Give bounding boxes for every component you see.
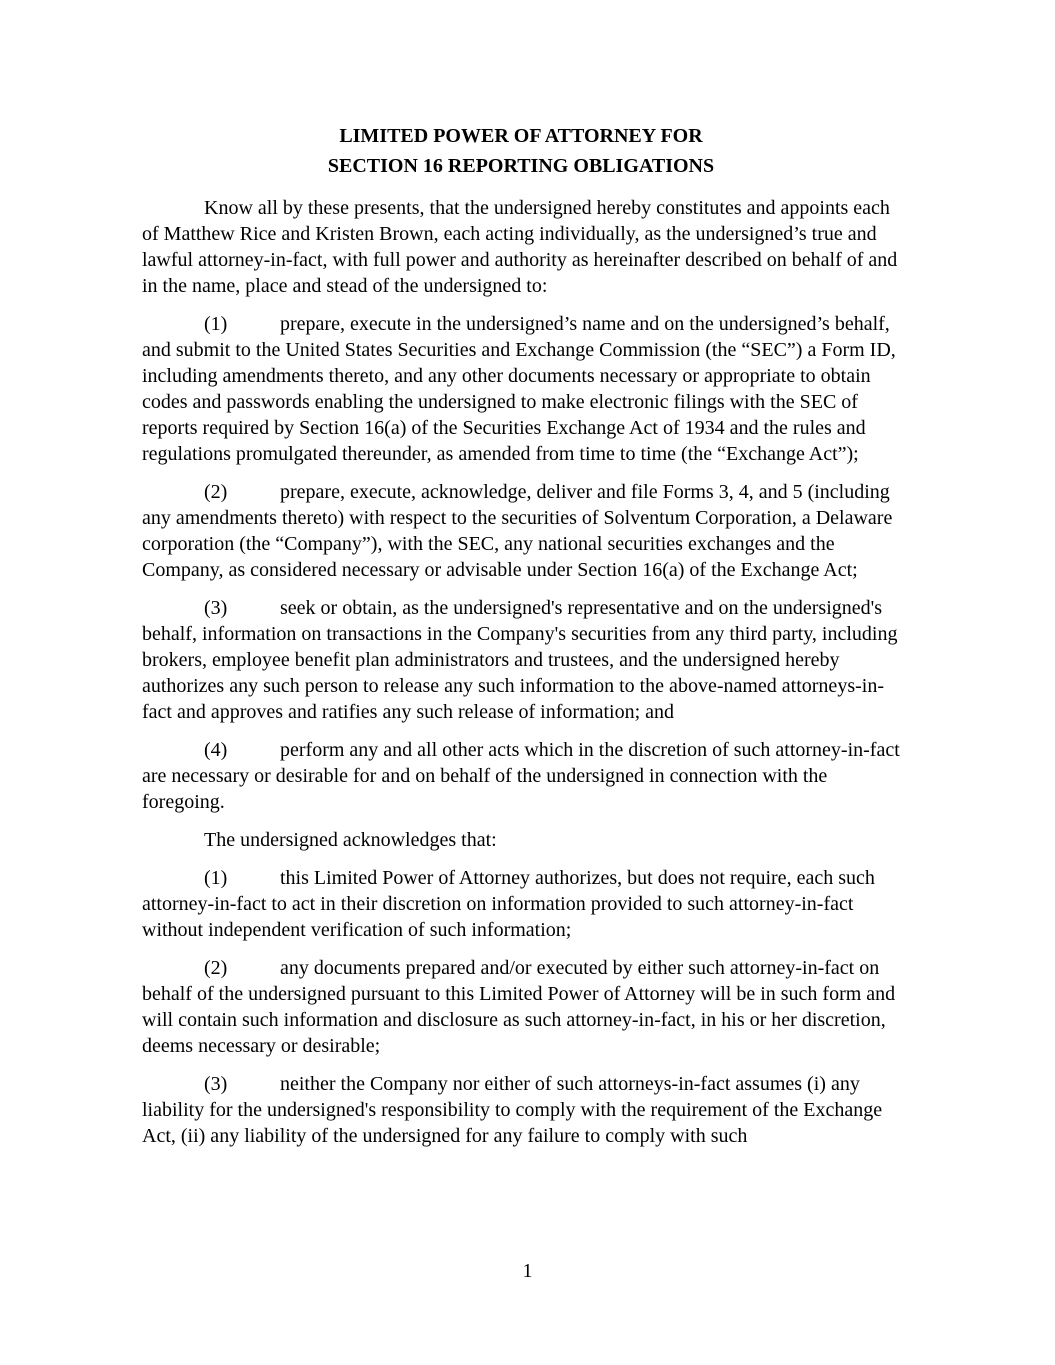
power-item-2 bbox=[142, 479, 900, 583]
page-number: 1 bbox=[522, 1260, 533, 1282]
power-item-3-number: (3) bbox=[204, 597, 228, 619]
document-body bbox=[142, 121, 900, 1149]
title-line-1: LIMITED POWER OF ATTORNEY FOR bbox=[339, 125, 703, 147]
document-title bbox=[142, 121, 900, 181]
intro-paragraph: Know all by these presents, that the undersigned hereby constitutes and appoints each of Matthew Rice and Kristen Brown, each acting individually, as the undersigned’s true and lawful attorney-in-fact, with full power and authority as hereinafter described on behalf of and in the name, place and stead of the undersigned to: bbox=[142, 197, 898, 297]
acknowledgment-item-2-text: any documents prepared and/or executed by either such attorney-in-fact on behalf of the undersigned pursuant to this Limited Power of Attorney will be in such form and will contain such information and disclosure as such attorney-in-fact, in his or her discretion, deems necessary or desirable; bbox=[142, 957, 896, 1057]
acknowledgment-item-1-number: (1) bbox=[204, 867, 228, 889]
acknowledgment-intro: The undersigned acknowledges that: bbox=[204, 829, 497, 851]
power-item-1-text: prepare, execute in the undersigned’s name and on the undersigned’s behalf, and submit to the United States Securities and Exchange Commission (the “SEC”) a Form ID, including amendments thereto, and any other documents necessary or appropriate to obtain codes and passwords enabling the undersigned to make electronic filings with the SEC of reports required by Section 16(a) of the Securities Exchange Act of 1934 and the rules and regulations promulgated thereunder, as amended from time to time (the “Exchange Act”); bbox=[142, 313, 896, 465]
acknowledgment-item-3 bbox=[142, 1071, 900, 1149]
power-item-1 bbox=[142, 311, 900, 467]
power-item-2-text: prepare, execute, acknowledge, deliver and file Forms 3, 4, and 5 (including any amendments thereto) with respect to the securities of Solventum Corporation, a Delaware corporation (the “Company”), with the SEC, any national securities exchanges and the Company, as considered necessary or advisable under Section 16(a) of the Exchange Act; bbox=[142, 481, 893, 581]
acknowledgment-item-3-text: neither the Company nor either of such attorneys-in-fact assumes (i) any liability for the undersigned's responsibility to comply with the requirement of the Exchange Act, (ii) any liability of the undersigned for any failure to comply with such bbox=[142, 1073, 883, 1147]
power-item-2-number: (2) bbox=[204, 481, 228, 503]
power-item-3-text: seek or obtain, as the undersigned's representative and on the undersigned's behalf, information on transactions in the Company's securities from any third party, including brokers, employee benefit plan administrators and trustees, and the undersigned hereby authorizes any such person to release any such information to the above-named attorneys-in-fact and approves and ratifies any such release of information; and bbox=[142, 597, 898, 723]
title-line-2: SECTION 16 REPORTING OBLIGATIONS bbox=[327, 155, 715, 177]
power-item-3 bbox=[142, 595, 900, 725]
acknowledgment-item-2 bbox=[142, 955, 900, 1059]
acknowledgment-item-1-text: this Limited Power of Attorney authorizes, but does not require, each such attorney-in-fact to act in their discretion on information provided to such attorney-in-fact without independent verification of such information; bbox=[142, 867, 875, 941]
acknowledgment-item-1 bbox=[142, 865, 900, 943]
acknowledgment-item-3-number: (3) bbox=[204, 1073, 228, 1095]
power-item-4-number: (4) bbox=[204, 739, 228, 761]
power-item-4 bbox=[142, 737, 900, 815]
acknowledgment-item-2-number: (2) bbox=[204, 957, 228, 979]
power-item-1-number: (1) bbox=[204, 313, 228, 335]
power-item-4-text: perform any and all other acts which in the discretion of such attorney-in-fact are necessary or desirable for and on behalf of the undersigned in connection with the foregoing. bbox=[142, 739, 900, 813]
